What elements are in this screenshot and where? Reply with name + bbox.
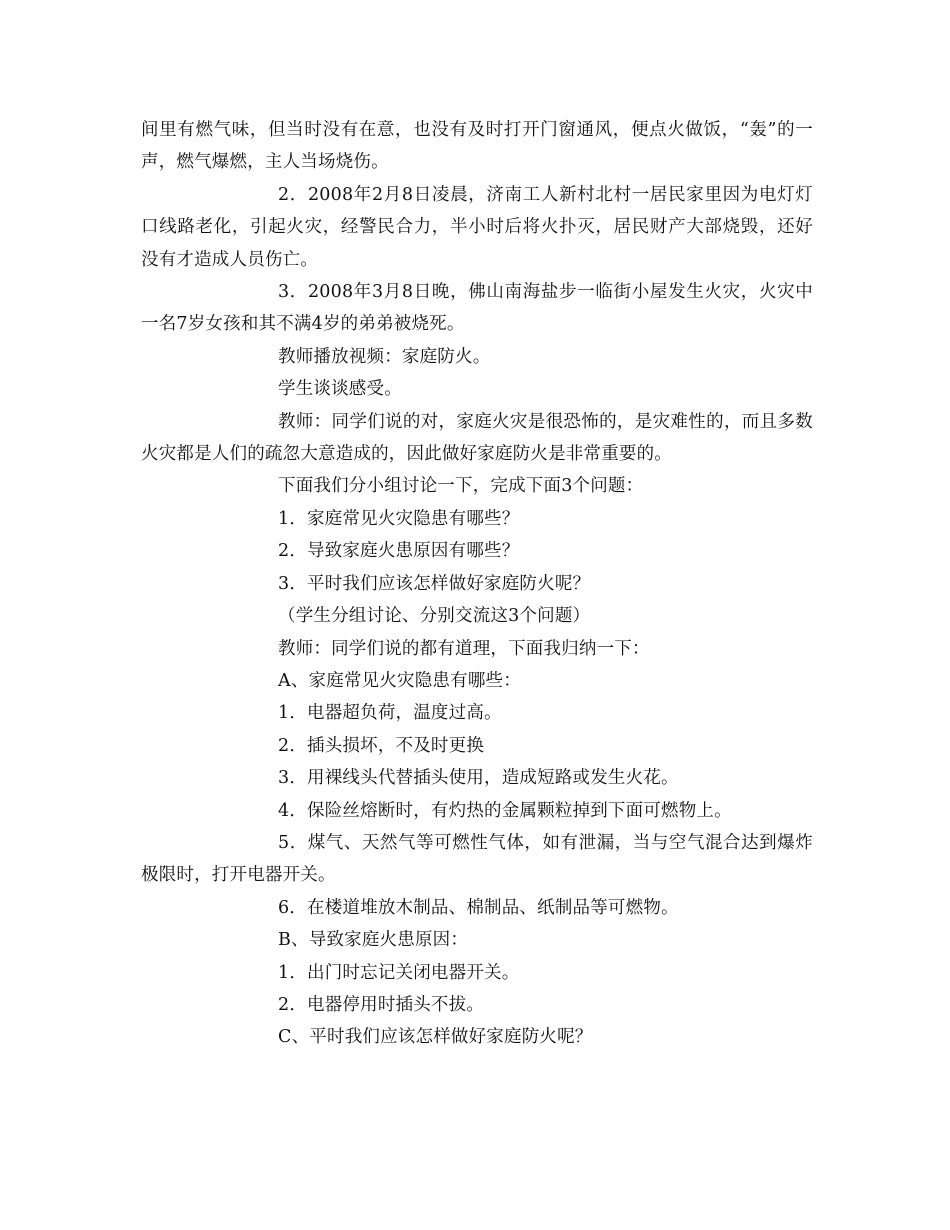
section-a-item-3: 3．用裸线头代替插头使用，造成短路或发生火花。 — [278, 768, 679, 789]
question-3: 3．平时我们应该怎样做好家庭防火呢？ — [278, 573, 591, 594]
section-a-item-6: 6．在楼道堆放木制品、棉制品、纸制品等可燃物。 — [278, 897, 679, 918]
paragraph-case-3: 3．2008年3月8日晚，佛山南海盐步一临街小屋发生火灾，火灾中一名7岁女孩和其不满4岁的弟弟被烧死。 — [141, 282, 813, 335]
paragraph-group-discussion: 下面我们分小组讨论一下，完成下面3个问题： — [278, 476, 644, 497]
section-a-item-5: 5．煤气、天然气等可燃性气体，如有泄漏，当与空气混合达到爆炸极限时，打开电器开关。 — [141, 832, 813, 886]
paragraph-teacher-summary: 教师：同学们说的都有道理，下面我归纳一下： — [278, 638, 650, 659]
paragraph-case-2: 2．2008年2月8日凌晨，济南工人新村北村一居民家里因为电灯灯口线路老化，引起火灾，经警民合力，半小时后将火扑灭，居民财产大部烧毁，还好没有才造成人员伤亡。 — [141, 184, 813, 270]
paragraph-student-exchange: （学生分组讨论、分别交流这3个问题） — [278, 606, 591, 627]
question-2: 2．导致家庭火患原因有哪些？ — [278, 541, 520, 562]
paragraph-teacher-remark: 教师：同学们说的对，家庭火灾是很恐怖的，是灾难性的，而且多数火灾都是人们的疏忽大意造成的，因此做好家庭防火是非常重要的。 — [141, 411, 813, 465]
section-b-item-1: 1．出门时忘记关闭电器开关。 — [278, 962, 520, 983]
section-c-heading: C、平时我们应该怎样做好家庭防火呢？ — [278, 1027, 593, 1048]
section-a-item-4: 4．保险丝熔断时，有灼热的金属颗粒掉到下面可燃物上。 — [278, 800, 732, 821]
question-1: 1．家庭常见火灾隐患有哪些？ — [278, 508, 520, 529]
section-b-item-2: 2．电器停用时插头不拔。 — [278, 994, 485, 1015]
section-a-item-1: 1．电器超负荷，温度过高。 — [278, 703, 502, 724]
section-a-item-2: 2．插头损坏，不及时更换 — [278, 735, 485, 756]
paragraph-gas-explosion-cont: 间里有燃气味，但当时没有在意，也没有及时打开门窗通风，便点火做饭，“轰”的一声，燃气爆燃，主人当场烧伤。 — [141, 120, 813, 173]
section-b-heading: B、导致家庭火患原因： — [278, 930, 469, 951]
document-body — [141, 114, 813, 1054]
paragraph-student-feelings: 学生谈谈感受。 — [278, 379, 402, 400]
section-a-heading: A、家庭常见火灾隐患有哪些： — [278, 670, 521, 691]
paragraph-teacher-video: 教师播放视频：家庭防火。 — [278, 346, 491, 367]
